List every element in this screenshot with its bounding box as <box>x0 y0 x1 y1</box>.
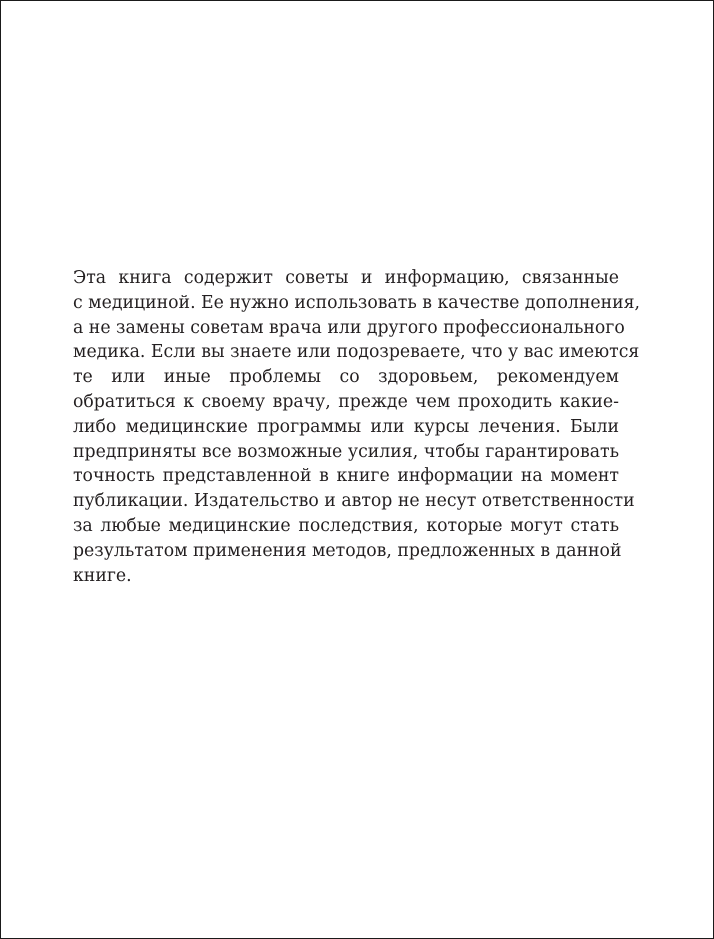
disclaimer-line: предприняты все возможные усилия, чтобы гарантировать <box>73 441 619 462</box>
disclaimer-paragraph <box>73 266 641 588</box>
disclaimer-line: с медициной. Ее нужно использовать в качестве дополнения, <box>73 292 641 313</box>
disclaimer-line: Эта книга содержит советы и информацию, связанные <box>73 268 619 288</box>
disclaimer-line: либо медицинские программы или курсы лечения. Были <box>73 416 619 437</box>
disclaimer-line: публикации. Издательство и автор не несут ответственности <box>73 491 635 512</box>
disclaimer-line: обратиться к своему врачу, прежде чем проходить какие- <box>73 391 619 412</box>
disclaimer-line: точность представленной в книге информации на момент <box>73 466 619 487</box>
disclaimer-line: те или иные проблемы со здоровьем, рекомендуем <box>73 367 619 388</box>
disclaimer-line: книге. <box>73 565 132 586</box>
disclaimer-line: медика. Если вы знаете или подозреваете, что у вас имеются <box>73 342 640 363</box>
disclaimer-line: результатом применения методов, предложенных в данной <box>73 540 622 561</box>
disclaimer-line: за любые медицинские последствия, которые могут стать <box>73 515 619 536</box>
disclaimer-line: а не замены советам врача или другого профессионального <box>73 317 625 338</box>
